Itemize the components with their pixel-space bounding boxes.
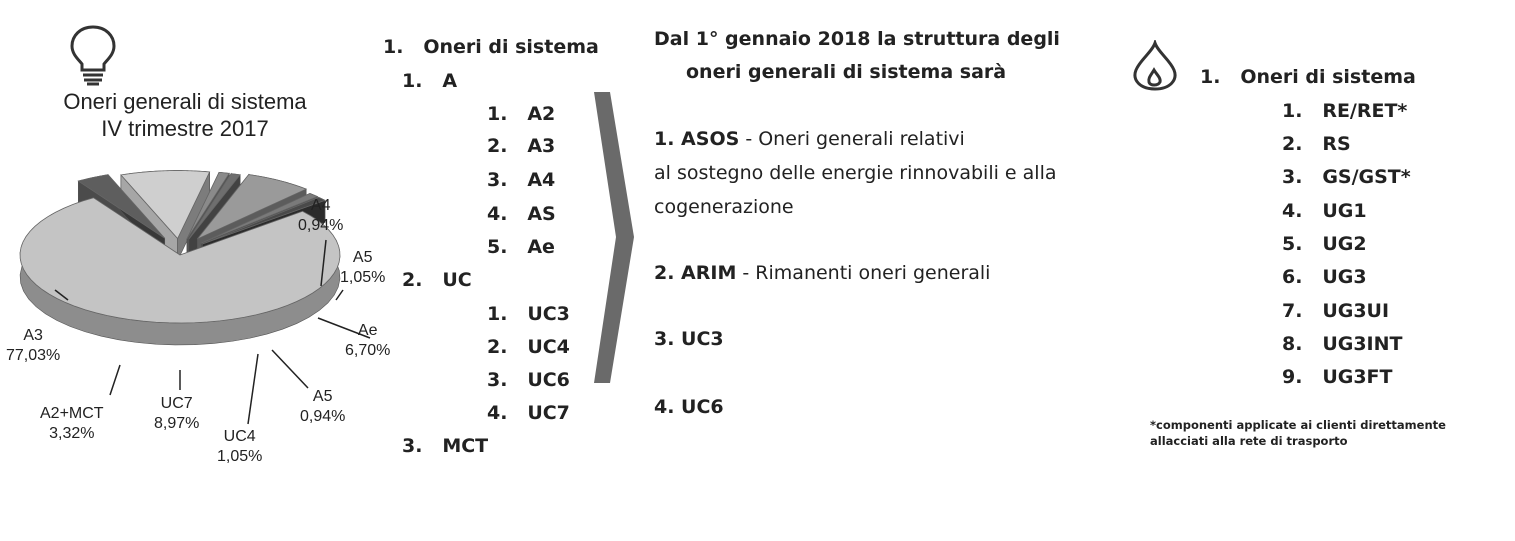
list-item: 2. RS: [1282, 133, 1351, 155]
asos-line2: al sostegno delle energie rinnovabili e alla: [654, 162, 1057, 184]
asos-line1: 1. ASOS - Oneri generali relativi: [654, 128, 965, 150]
list-item: 1. A2: [487, 103, 556, 125]
middle-heading-line2: oneri generali di sistema sarà: [686, 61, 1007, 83]
list-item: 2. UC4: [487, 336, 570, 358]
list-item: 4. UC7: [487, 402, 570, 424]
flame-icon: [1130, 40, 1180, 92]
right-list-title: 1. Oneri di sistema: [1200, 66, 1416, 88]
label-ae: Ae 6,70%: [345, 322, 391, 359]
leader-a5-top: [336, 290, 343, 300]
list-item: 5. UG2: [1282, 233, 1367, 255]
leader-a2mct: [110, 365, 120, 395]
list-item: 1. A: [402, 70, 458, 92]
list-item: 9. UG3FT: [1282, 366, 1393, 388]
list-item: 3. UC6: [487, 369, 570, 391]
leader-uc4: [248, 354, 258, 424]
list-item: 2. A3: [487, 135, 556, 157]
left-list-title: 1. Oneri di sistema: [383, 36, 599, 58]
label-a3: A3 77,03%: [6, 327, 61, 364]
uc3-line: 3. UC3: [654, 328, 724, 350]
label-a5-bottom: A5 0,94%: [300, 388, 346, 425]
list-item: 5. Ae: [487, 236, 555, 258]
label-uc4: UC4 1,05%: [217, 428, 263, 465]
chart-title: Oneri generali di sistema IV trimestre 2017: [63, 89, 307, 141]
middle-heading-line1: Dal 1° gennaio 2018 la struttura degli: [654, 28, 1060, 50]
list-item: 1. RE/RET*: [1282, 100, 1408, 122]
label-a5-top: A5 1,05%: [340, 249, 386, 286]
list-item: 7. UG3UI: [1282, 300, 1390, 322]
label-uc7: UC7 8,97%: [154, 395, 200, 432]
footnote: [1150, 417, 1446, 449]
chevron-right-icon: [588, 90, 640, 385]
list-item: 4. UG1: [1282, 200, 1367, 222]
leader-a5-bottom: [272, 350, 308, 388]
asos-line3: cogenerazione: [654, 196, 794, 218]
label-a4: A4 0,94%: [298, 197, 344, 234]
list-item: 3. GS/GST*: [1282, 166, 1411, 188]
list-item: 4. AS: [487, 203, 556, 225]
list-item: 3. A4: [487, 169, 556, 191]
footnote-line2: allacciati alla rete di trasporto: [1150, 434, 1348, 448]
label-a2mct: A2+MCT 3,32%: [40, 405, 104, 442]
list-item: 8. UG3INT: [1282, 333, 1403, 355]
arim-line: 2. ARIM - Rimanenti oneri generali: [654, 262, 991, 284]
list-item: 3. MCT: [402, 435, 489, 457]
uc6-line: 4. UC6: [654, 396, 724, 418]
footnote-line1: *componenti applicate ai clienti direttamente: [1150, 418, 1446, 432]
list-item: 6. UG3: [1282, 266, 1367, 288]
list-item: 2. UC: [402, 269, 472, 291]
list-item: 1. UC3: [487, 303, 570, 325]
